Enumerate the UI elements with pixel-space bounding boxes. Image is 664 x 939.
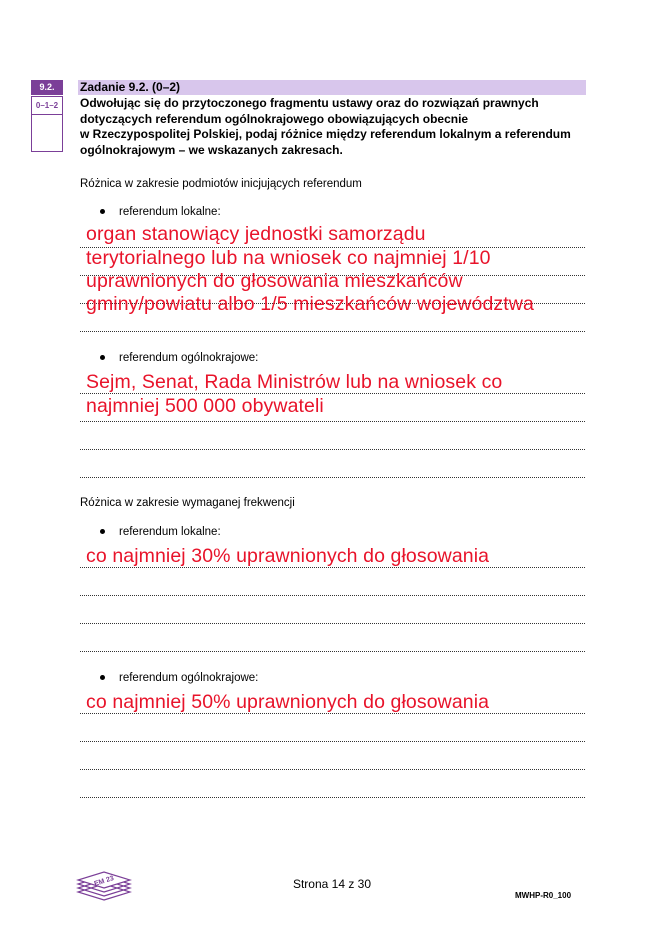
answer-text: co najmniej 30% uprawnionych do głosowania (86, 545, 490, 567)
answer-text: najmniej 500 000 obywateli (86, 395, 324, 417)
bullet-label: referendum lokalne: (119, 206, 221, 218)
bullet-icon (100, 355, 105, 360)
prompt-line: ogólnokrajowym – we wskazanych zakresach. (80, 142, 343, 157)
answer-line[interactable] (80, 623, 585, 624)
section-heading-turnout: Różnica w zakresie wymaganej frekwencji (80, 497, 295, 509)
task-number: 9.2. (31, 80, 63, 95)
prompt-line: w Rzeczypospolitej Polskiej, podaj różnice między referendum lokalnym a referendum (80, 127, 571, 141)
answer-text: Sejm, Senat, Rada Ministrów lub na wniosek co (86, 371, 503, 393)
answer-line[interactable] (80, 651, 585, 652)
answer-text: co najmniej 50% uprawnionych do głosowania (86, 691, 490, 713)
section-heading-initiators: Różnica w zakresie podmiotów inicjujących referendum (80, 178, 362, 190)
prompt-line: dotyczących referendum ogólnokrajowego obowiązujących obecnie (80, 111, 469, 126)
page-number: Strona 14 z 30 (292, 877, 372, 891)
bullet-icon (100, 675, 105, 680)
answer-line[interactable] (80, 421, 585, 422)
answer-text: organ stanowiący jednostki samorządu (86, 223, 426, 245)
answer-line[interactable] (80, 477, 585, 478)
bullet-label: referendum ogólnokrajowe: (119, 672, 259, 684)
answer-text: gminy/powiatu albo 1/5 mieszkańców województwa (86, 293, 534, 315)
bullet-national-turnout (100, 672, 258, 684)
bullet-icon (100, 209, 105, 214)
bullet-local-turnout (100, 526, 221, 538)
prompt-line: Odwołując się do przytoczonego fragmentu ustawy oraz do rozwiązań prawnych (80, 96, 539, 110)
score-range: 0–1–2 (32, 97, 62, 115)
answer-line[interactable] (80, 741, 585, 742)
answer-text: terytorialnego lub na wniosek co najmniej 1/10 (86, 247, 491, 269)
score-box (31, 96, 63, 152)
bullet-label: referendum ogólnokrajowe: (119, 352, 259, 364)
answer-line[interactable] (80, 797, 585, 798)
bullet-icon (100, 529, 105, 534)
answer-line[interactable] (80, 595, 585, 596)
document-code: MWHP-R0_100 (515, 891, 572, 900)
svg-text:EM 23: EM 23 (93, 875, 115, 888)
answer-line[interactable] (80, 769, 585, 770)
bullet-local-initiators (100, 206, 221, 218)
bullet-label: referendum lokalne: (119, 526, 221, 538)
answer-line[interactable] (80, 331, 585, 332)
bullet-national-initiators (100, 352, 258, 364)
answer-text: uprawnionych do głosowania mieszkańców (86, 270, 463, 292)
task-title: Zadanie 9.2. (0–2) (78, 80, 586, 95)
task-prompt (80, 96, 590, 158)
answer-line[interactable] (80, 449, 585, 450)
